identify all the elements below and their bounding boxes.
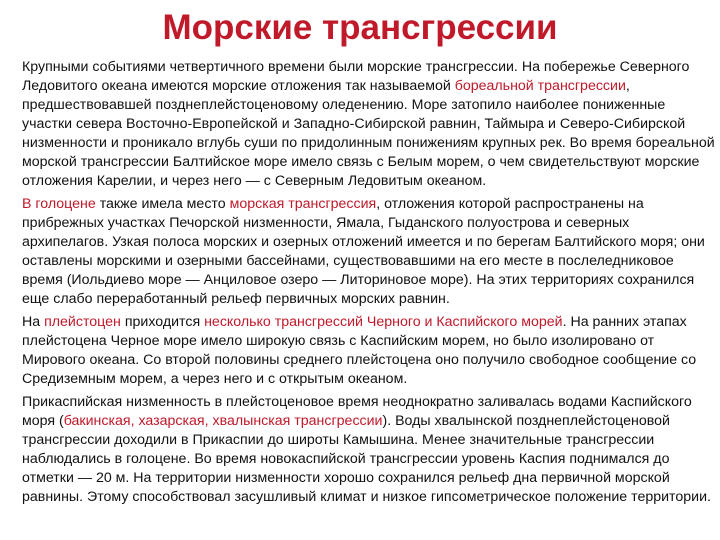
highlight-black-caspian-transgressions: несколько трансгрессий Черного и Каспийского морей [204,314,563,330]
text-span: На [22,314,45,330]
text-span: . На ранних этапах плейстоцена Черное море имело широкую связь с Каспийским морем, но было изолировано от Мирового океана. Со второй половины среднего плейстоцена оно получило свободное сообщение со Средиземным морем, а через него и с открытым океаном. [22,314,697,387]
paragraph-boreal [22,58,718,191]
highlight-caspian-transgressions: бакинская, хазарская, хвалынская трансгрессии [63,413,383,429]
paragraph-holocene [22,195,718,309]
text-span: Крупными событиями четвертичного времени были морские трансгрессии. На побережье Северного Ледовитого океана имеются морские отложения так называемой [22,59,690,94]
text-span: , отложения которой распространены на прибрежных участках Печорской низменности, Ямала, Гыданского полуострова и северных архипелагов. Узкая полоса морских и озерных отложений имеется и по берегам Балтийского моря; они оставлены морскими и озерными бассейнами, существовавшими на его месте в послеледниковое время (Иольдиево море — Анциловое озеро — Литориновое море). На этих территориях сохранился еще слабо переработанный рельеф первичных морских равнин. [22,196,705,307]
highlight-holocene: В голоцене [22,196,96,212]
paragraph-pleistocene [22,313,718,389]
text-span: ). Воды хвалынской позднеплейстоценовой трансгрессии доходили в Прикаспии до широты Камышина. Менее значительные трансгрессии наблюдались в голоцене. Во время новокаспийской трансгрессии уровень Каспия поднимался до отметки — 20 м. На территории низменности хорошо сохранился рельеф дна первичной морской равнины. Этому способствовал засушливый климат и низкое гипсометрическое положение территории. [22,413,711,505]
text-span: Прикаспийская низменность в плейстоценовое время неоднократно заливалась водами Каспийского моря ( [22,394,692,429]
paragraph-caspian [22,393,718,507]
text-span: также имела место [95,196,230,212]
text-span: приходится [120,314,205,330]
text-span: , предшествовавшей позднеплейстоценовому оледенению. Море затопило наиболее пониженные участки севера Восточно-Европейской и Западно-Сибирской равнин, Таймыра и Северо-Сибирской низменности и проникало вглубь суши по придолинным понижениям крупных рек. Во время бореальной морской трансгрессии Балтийское море имело связь с Белым морем, о чем свидетельствуют морские отложения Карелии, и через него — с Северным Ледовитым океаном. [22,78,715,189]
highlight-marine-transgression: морская трансгрессия [229,196,377,212]
text-body [22,58,718,511]
highlight-boreal-transgression: бореальной трансгрессии [454,78,626,94]
page-title: Морские трансгрессии [162,8,558,47]
highlight-pleistocene: плейстоцен [44,314,121,330]
